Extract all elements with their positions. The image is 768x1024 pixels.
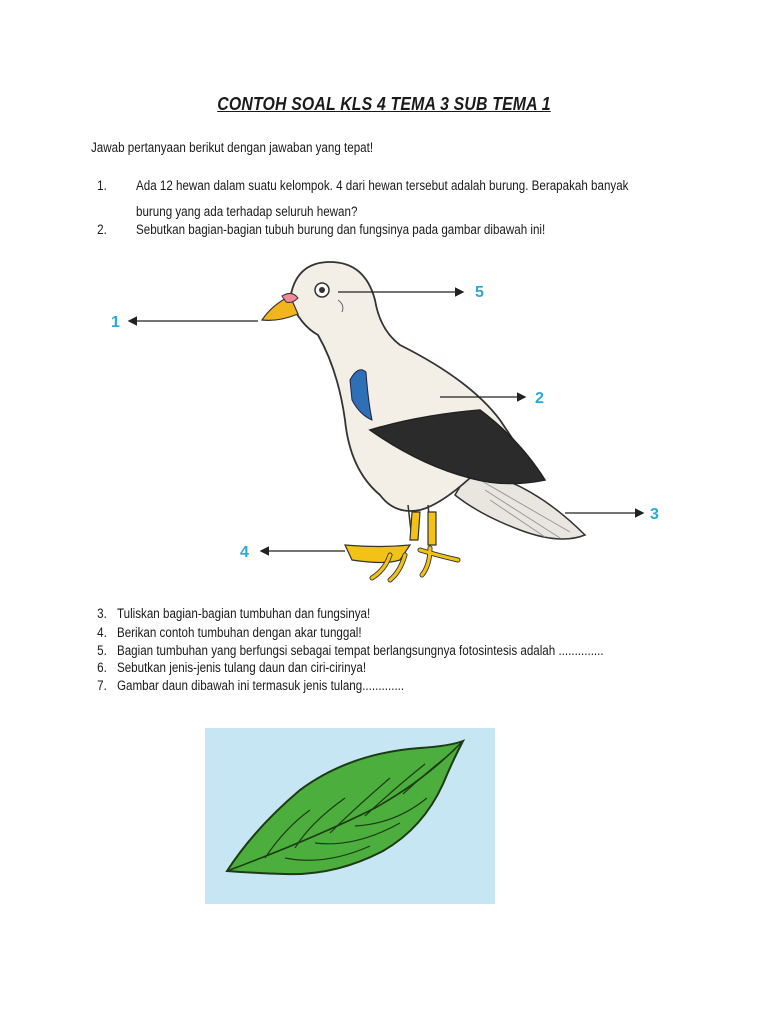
bird-diagram (100, 255, 680, 590)
page-title: CONTOH SOAL KLS 4 TEMA 3 SUB TEMA 1 (217, 94, 551, 114)
instruction-text: Jawab pertanyaan berikut dengan jawaban yang tepat! (91, 140, 374, 155)
question-number: 4. (97, 625, 107, 640)
question-text: Bagian tumbuhan yang berfungsi sebagai tempat berlangsungnya fotosintesis adalah .............. (116, 643, 604, 658)
question-number: 3. (97, 606, 107, 621)
question-text: Gambar daun dibawah ini termasuk jenis tulang............. (116, 678, 405, 693)
bird-label-3: 3 (650, 506, 659, 523)
bird-label-4: 4 (240, 544, 249, 561)
question-text: Sebutkan jenis-jenis tulang daun dan ciri-cirinya! (116, 660, 367, 675)
question-text: Tuliskan bagian-bagian tumbuhan dan fungsinya! (116, 606, 371, 621)
question-2-text: Sebutkan bagian-bagian tubuh burung dan fungsinya pada gambar dibawah ini! (136, 222, 546, 237)
question-number: 6. (97, 660, 107, 675)
question-text: Berikan contoh tumbuhan dengan akar tunggal! (116, 625, 362, 640)
bird-label-1: 1 (111, 314, 120, 331)
question-number: 2. (97, 222, 107, 237)
leaf-image (205, 728, 495, 904)
question-number: 1. (97, 178, 107, 193)
question-number: 5. (97, 643, 107, 658)
bird-label-2: 2 (535, 390, 544, 407)
question-1-line-1: Ada 12 hewan dalam suatu kelompok. 4 dari hewan tersebut adalah burung. Berapakah banyak (136, 178, 629, 193)
bird-label-5: 5 (475, 284, 484, 301)
question-1-line-2: burung yang ada terhadap seluruh hewan? (136, 204, 358, 219)
question-number: 7. (97, 678, 107, 693)
